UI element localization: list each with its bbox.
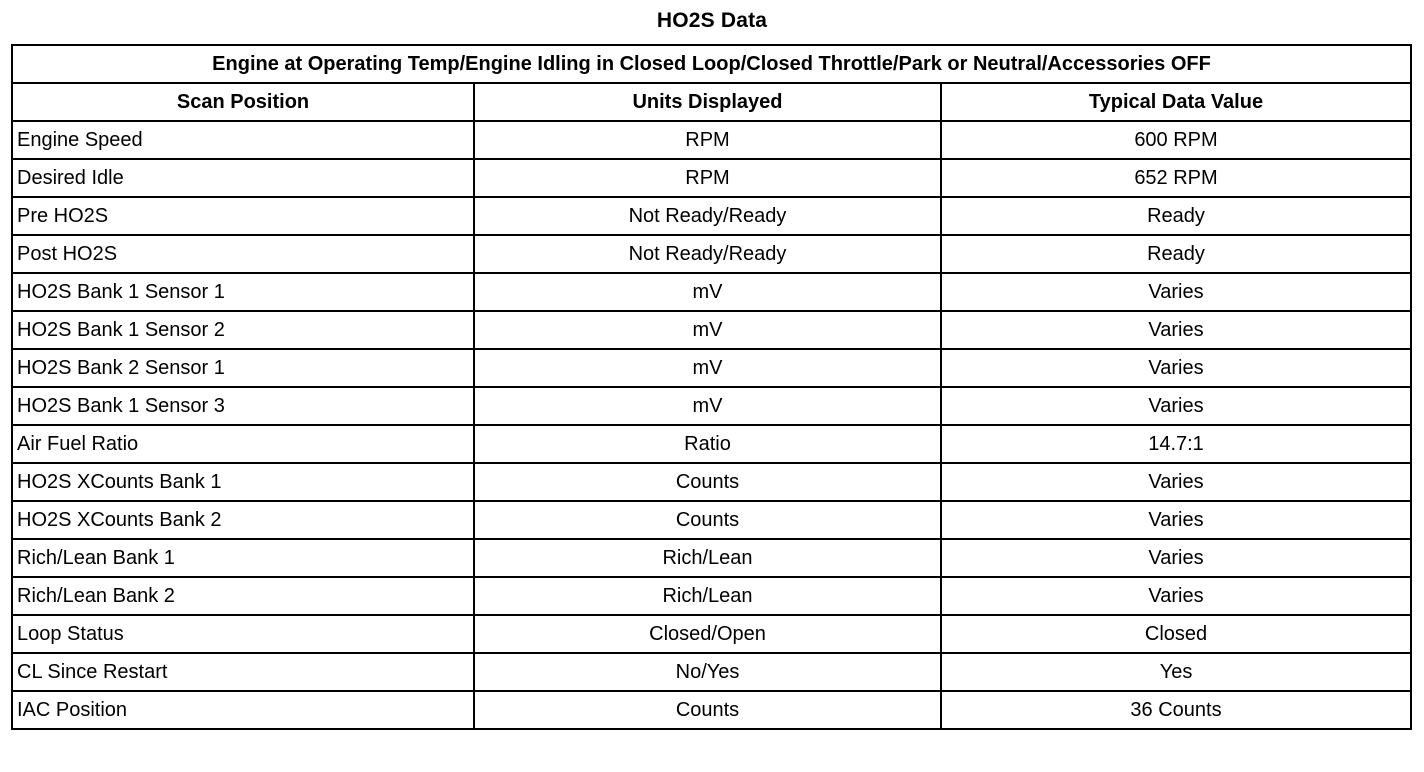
table-row [12, 349, 1411, 387]
table-row [12, 501, 1411, 539]
table-row [12, 615, 1411, 653]
scan-position-cell: Loop Status [12, 615, 474, 653]
scan-position-cell: HO2S Bank 2 Sensor 1 [12, 349, 474, 387]
units-displayed-cell: Not Ready/Ready [474, 197, 941, 235]
typical-value-cell: Varies [941, 273, 1411, 311]
page-title: HO2S Data [656, 9, 768, 32]
units-displayed-cell: RPM [474, 121, 941, 159]
table-row [12, 121, 1411, 159]
units-displayed-cell: Ratio [474, 425, 941, 463]
scan-position-cell: Post HO2S [12, 235, 474, 273]
table-body [12, 121, 1411, 729]
scan-position-cell: CL Since Restart [12, 653, 474, 691]
units-displayed-cell: mV [474, 387, 941, 425]
scan-position-cell: Pre HO2S [12, 197, 474, 235]
units-displayed-cell: Rich/Lean [474, 577, 941, 615]
units-displayed-cell: mV [474, 349, 941, 387]
table-row [12, 539, 1411, 577]
scan-position-cell: HO2S Bank 1 Sensor 1 [12, 273, 474, 311]
table-row [12, 197, 1411, 235]
typical-value-cell: 36 Counts [941, 691, 1411, 729]
units-displayed-cell: RPM [474, 159, 941, 197]
table-row [12, 235, 1411, 273]
scan-position-cell: Desired Idle [12, 159, 474, 197]
scan-position-cell: Rich/Lean Bank 2 [12, 577, 474, 615]
table-row [12, 311, 1411, 349]
typical-value-cell: Varies [941, 577, 1411, 615]
units-displayed-cell: mV [474, 311, 941, 349]
units-displayed-cell: mV [474, 273, 941, 311]
column-header-scan-position: Scan Position [12, 83, 474, 121]
units-displayed-cell: Counts [474, 501, 941, 539]
units-displayed-cell: Not Ready/Ready [474, 235, 941, 273]
scan-position-cell: HO2S Bank 1 Sensor 2 [12, 311, 474, 349]
typical-value-cell: 14.7:1 [941, 425, 1411, 463]
table-row [12, 577, 1411, 615]
units-displayed-cell: Counts [474, 691, 941, 729]
condition-row [12, 45, 1411, 83]
table-row [12, 273, 1411, 311]
table-row [12, 691, 1411, 729]
table-row [12, 425, 1411, 463]
table-row [12, 463, 1411, 501]
scan-position-cell: HO2S XCounts Bank 2 [12, 501, 474, 539]
typical-value-cell: Yes [941, 653, 1411, 691]
units-displayed-cell: Closed/Open [474, 615, 941, 653]
typical-value-cell: Varies [941, 501, 1411, 539]
table-row [12, 653, 1411, 691]
typical-value-cell: Varies [941, 539, 1411, 577]
ho2s-data-table [11, 44, 1412, 730]
scan-position-cell: Rich/Lean Bank 1 [12, 539, 474, 577]
column-header-typical-data-value: Typical Data Value [941, 83, 1411, 121]
scan-position-cell: Engine Speed [12, 121, 474, 159]
typical-value-cell: Varies [941, 311, 1411, 349]
column-header-units-displayed: Units Displayed [474, 83, 941, 121]
scan-position-cell: HO2S Bank 1 Sensor 3 [12, 387, 474, 425]
scan-position-cell: IAC Position [12, 691, 474, 729]
condition-header: Engine at Operating Temp/Engine Idling in Closed Loop/Closed Throttle/Park or Neutral/Accessories OFF [12, 45, 1411, 83]
units-displayed-cell: No/Yes [474, 653, 941, 691]
units-displayed-cell: Rich/Lean [474, 539, 941, 577]
typical-value-cell: 652 RPM [941, 159, 1411, 197]
table-row [12, 159, 1411, 197]
typical-value-cell: Varies [941, 349, 1411, 387]
typical-value-cell: Ready [941, 235, 1411, 273]
scan-position-cell: HO2S XCounts Bank 1 [12, 463, 474, 501]
units-displayed-cell: Counts [474, 463, 941, 501]
column-header-row [12, 83, 1411, 121]
table-row [12, 387, 1411, 425]
typical-value-cell: Ready [941, 197, 1411, 235]
typical-value-cell: Varies [941, 463, 1411, 501]
typical-value-cell: Varies [941, 387, 1411, 425]
typical-value-cell: 600 RPM [941, 121, 1411, 159]
scan-position-cell: Air Fuel Ratio [12, 425, 474, 463]
typical-value-cell: Closed [941, 615, 1411, 653]
